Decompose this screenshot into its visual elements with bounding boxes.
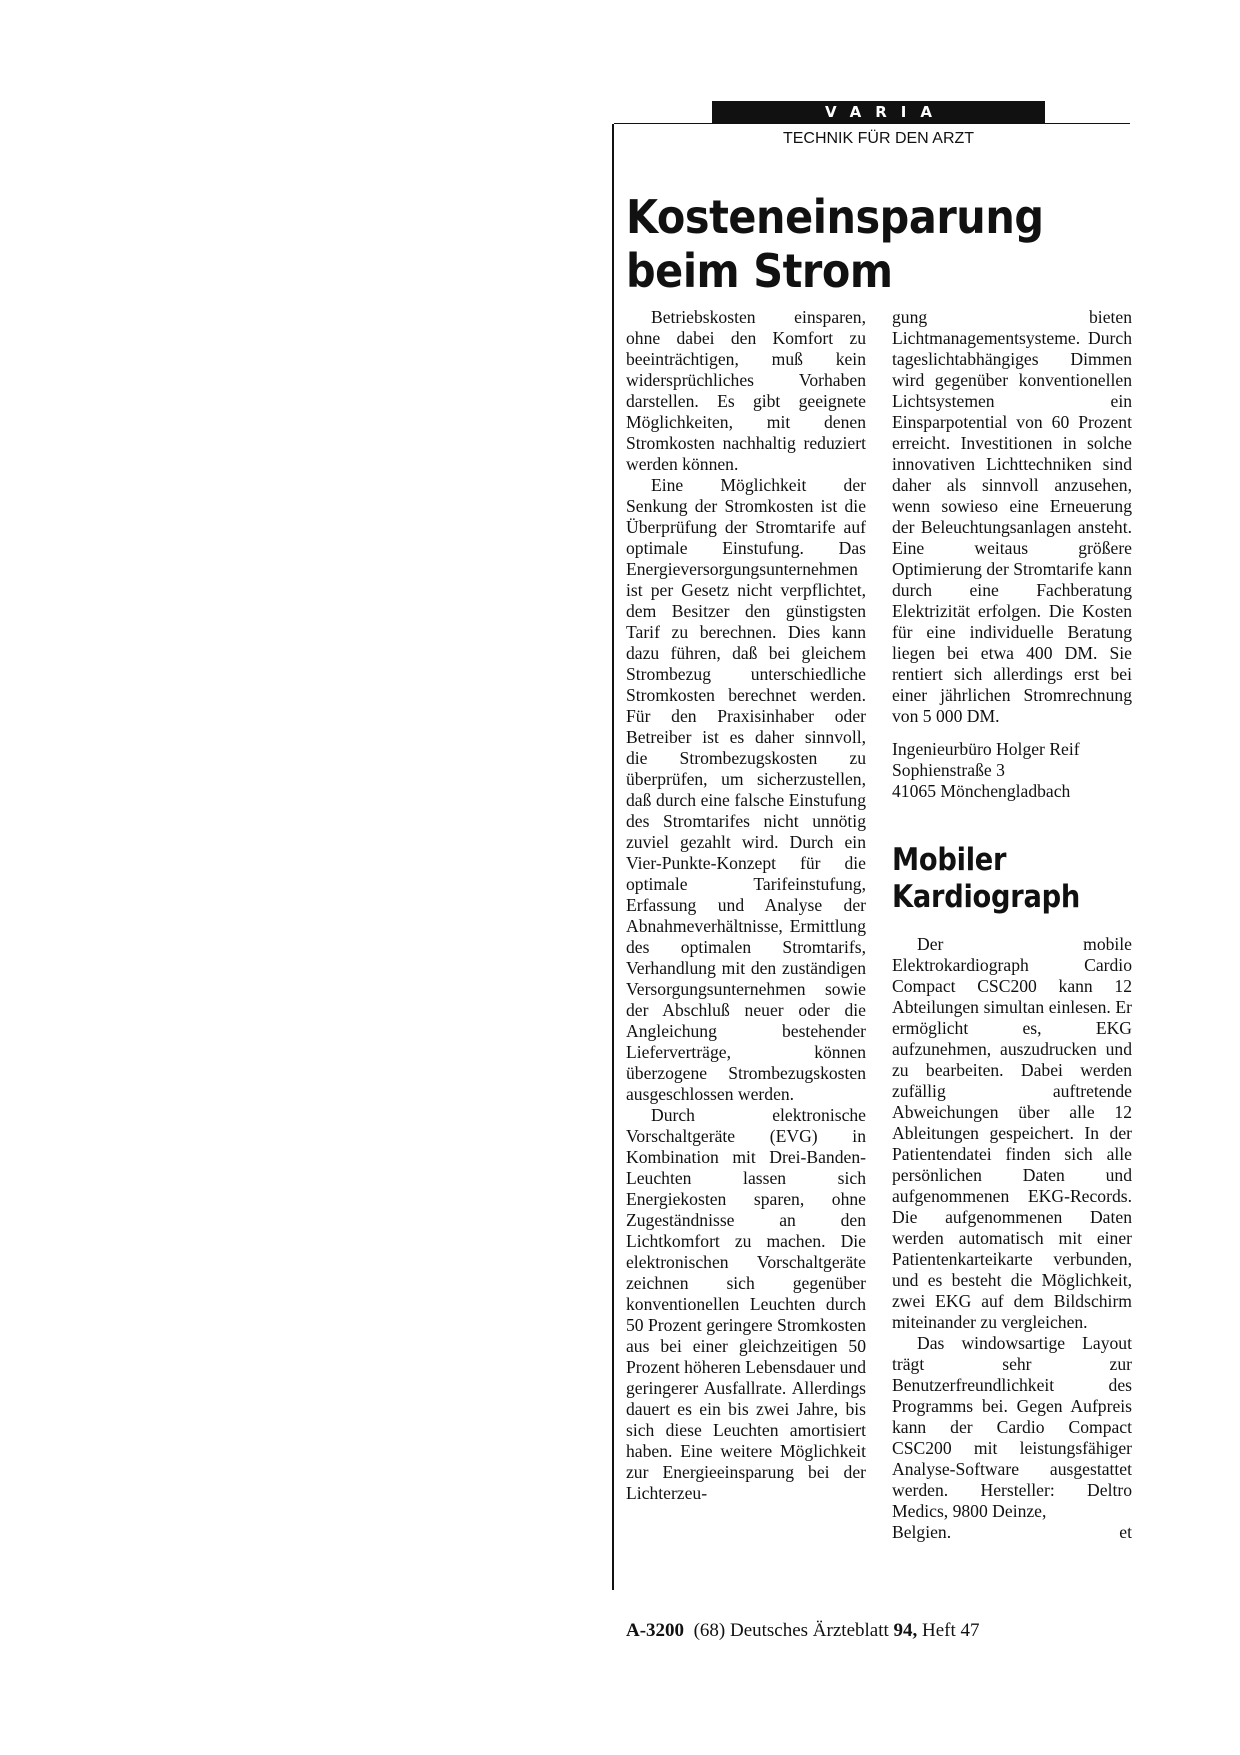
article-paragraph-continued: gung bieten Lichtmanagementsysteme. Durch tageslichtabhängiges Dimmen wird gegenüber konventionellen Lichtsystemen ein Einsparpotential von 60 Prozent erreicht. Investitionen in solche innovativen Lichttechniken sind daher als sinnvoll anzusehen, wenn sowieso eine Erneuerung der Beleuchtungsanlagen ansteht. Eine weitaus größere Optimierung der Stromtarife kann durch eine Fachberatung Elektrizität erfolgen. Die Kosten für eine individuelle Beratung liegen bei etwa 400 DM. Sie rentiert sich allerdings erst bei einer jährlichen Stromrechnung von 5 000 DM. xyxy=(892,307,1132,726)
article-paragraph: Das windowsartige Layout trägt sehr zur Benutzerfreundlichkeit des Programms bei. Gegen Aufpreis kann der Cardio Compact CSC200 mit leistungsfähiger Analyse-Software ausgestattet werden. Hersteller: Deltro Medics, 9800 Deinze, xyxy=(892,1333,1132,1521)
journal-name: Deutsches Ärzteblatt xyxy=(729,1620,889,1641)
article-title-line1: Kosteneinsparung xyxy=(626,190,1044,244)
volume-number: 94, xyxy=(893,1620,918,1641)
article-paragraph: Eine Möglichkeit der Senkung der Stromkosten ist die Überprüfung der Stromtarife auf optimale Einstufung. Das Energieversorgungsunternehmen ist per Gesetz nicht verpflichtet, dem Besitzer den günstigsten Tarif zu berechnen. Dies kann dazu führen, daß bei gleichem Strombezug unterschiedliche Stromkosten berechnet werden. Für den Praxisinhaber oder Betreiber ist es daher sinnvoll, die Strombezugskosten zu überprüfen, um sicherzustellen, daß durch eine falsche Einstufung des Stromtarifes nicht unnötig zuviel gezahlt wird. Durch ein Vier-Punkte-Konzept für die optimale Tarifeinstufung, Erfassung und Analyse der Abnahmeverhältnisse, Ermittlung des optimalen Stromtarifs, Verhandlung mit den zuständigen Versorgungsunternehmen sowie der Abschluß neuer oder die Angleichung bestehender Lieferverträge, können überzogene Strombezugskosten ausgeschlossen werden. xyxy=(626,475,866,1104)
section-subheader: TECHNIK FÜR DEN ARZT xyxy=(782,130,975,147)
issue-number: Heft 47 xyxy=(922,1620,980,1641)
article-title-line2: beim Strom xyxy=(626,244,893,298)
article2-title-line2: Kardiograph xyxy=(892,879,1081,915)
article2-title xyxy=(892,842,1103,916)
page-number: (68) xyxy=(693,1620,726,1641)
page-code: A-3200 xyxy=(626,1620,685,1641)
page-footer xyxy=(626,1619,980,1643)
address-line: 41065 Mönchengladbach xyxy=(892,781,1071,801)
closing-text: Belgien. xyxy=(892,1522,952,1542)
article-title xyxy=(626,190,1076,298)
author-signoff: et xyxy=(1119,1522,1132,1542)
text-column-right xyxy=(892,307,1132,1543)
article-paragraph: Der mobile Elektrokardiograph Cardio Compact CSC200 kann 12 Abteilungen simultan einlesen. Er ermöglicht es, EKG aufzunehmen, auszudrucken und zu bearbeiten. Dabei werden zufällig auftretende Abweichungen über alle 12 Ableitungen gespeichert. In der Patientendatei finden sich alle persönlichen Daten und aufgenommenen EKG-Records. Die aufgenommenen Daten werden automatisch mit einer Patientenkarteikarte verbunden, und es besteht die Möglichkeit, zwei EKG auf dem Bildschirm miteinander zu vergleichen. xyxy=(892,934,1132,1332)
address-line: Sophienstraße 3 xyxy=(892,760,1005,780)
author-address xyxy=(892,739,1132,802)
closing-line xyxy=(892,1522,1132,1543)
article-paragraph: Durch elektronische Vorschaltgeräte (EVG) in Kombination mit Drei-Banden-Leuchten lassen sich Energiekosten sparen, ohne Zugeständnisse an den Lichtkomfort zu machen. Die elektronischen Vorschaltgeräte zeichnen sich gegenüber konventionellen Leuchten durch 50 Prozent geringere Stromkosten aus bei einer gleichzeitigen 50 Prozent höheren Lebensdauer und geringerer Ausfallrate. Allerdings dauert es ein bis zwei Jahre, bis sich diese Leuchten amortisiert haben. Eine weitere Möglichkeit zur Energieeinsparung bei der Lichterzeu- xyxy=(626,1105,866,1503)
section-header: VARIA xyxy=(712,101,1045,123)
article-paragraph: Betriebskosten einsparen, ohne dabei den Komfort zu beeinträchtigen, muß kein widersprüchliches Vorhaben darstellen. Es gibt geeignete Möglichkeiten, mit denen Stromkosten nachhaltig reduziert werden können. xyxy=(626,307,866,474)
header-rule xyxy=(614,123,1130,124)
column-rule xyxy=(612,124,614,1590)
article2-title-line1: Mobiler xyxy=(892,842,1007,878)
text-column-left xyxy=(626,307,866,1504)
address-line: Ingenieurbüro Holger Reif xyxy=(892,739,1080,759)
